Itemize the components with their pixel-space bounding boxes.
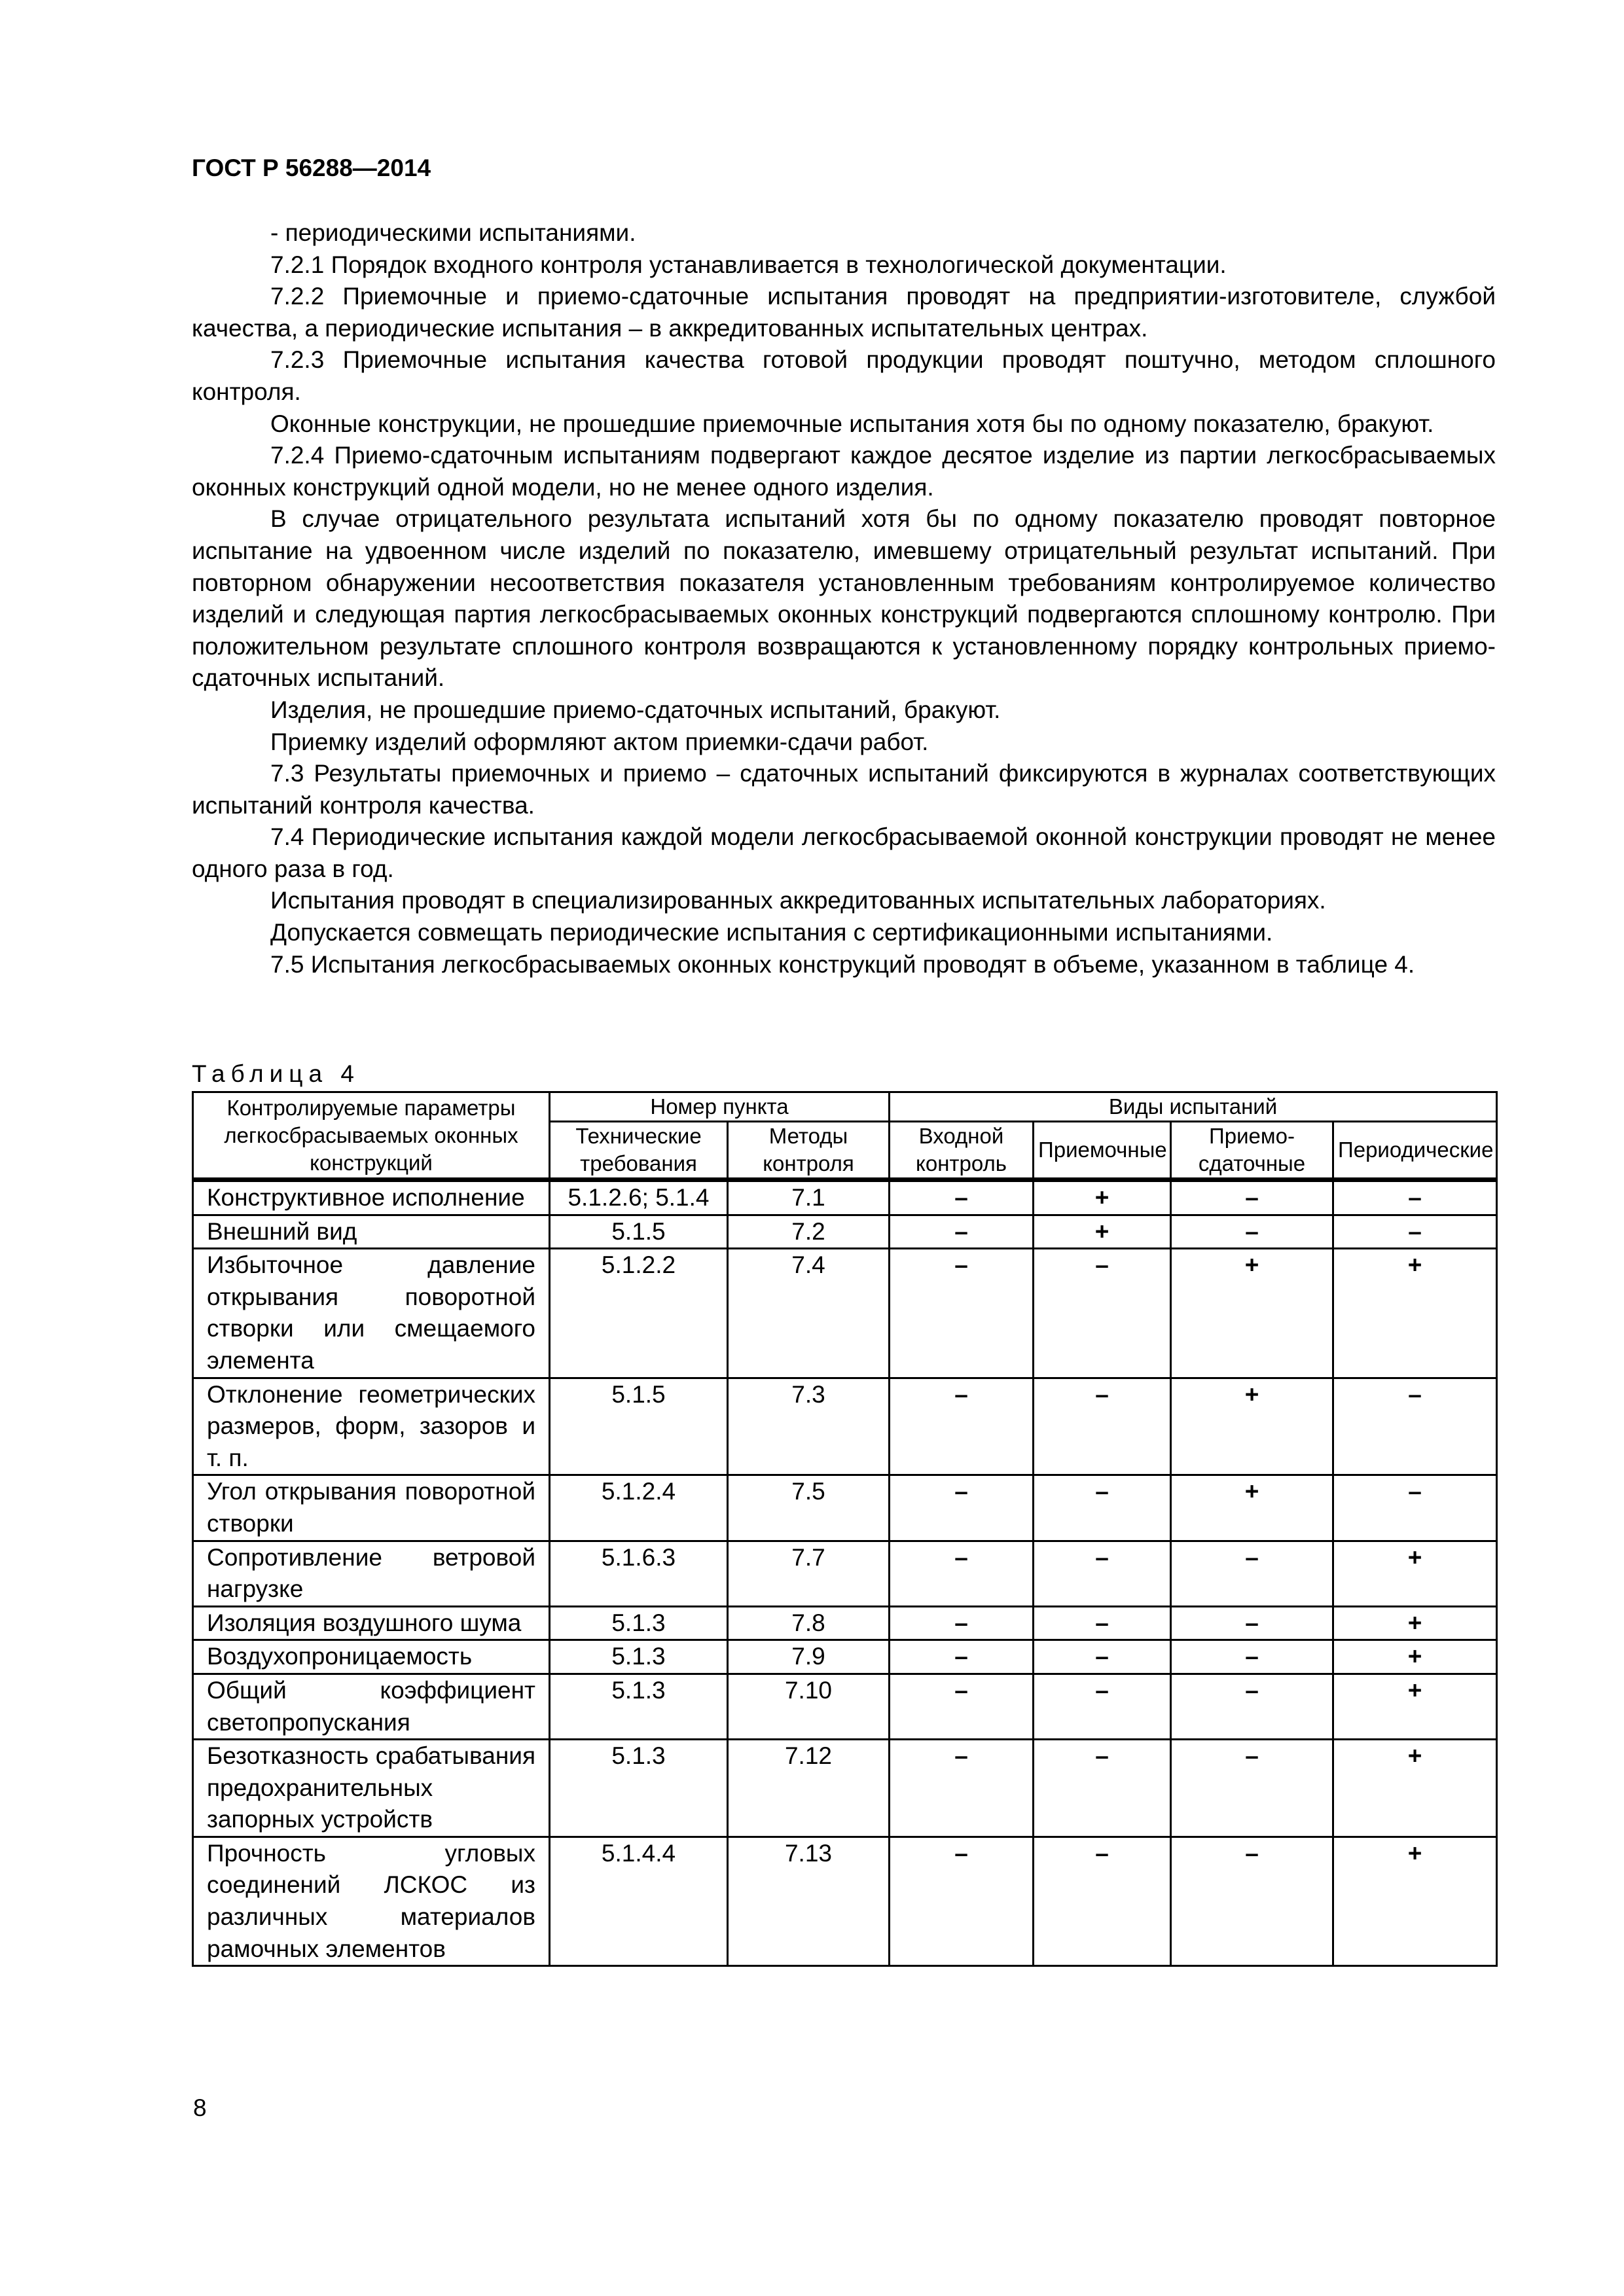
cell-acceptance: – [1034, 1541, 1171, 1606]
cell-incoming: – [890, 1640, 1034, 1674]
cell-param: Общий коэффициент светопропускания [193, 1674, 550, 1739]
cell-periodic: + [1333, 1740, 1497, 1837]
cell-periodic: – [1333, 1378, 1497, 1475]
header-delivery: Приемо-сдаточные [1171, 1122, 1333, 1180]
cell-req: 5.1.3 [550, 1740, 728, 1837]
paragraph: 7.2.1 Порядок входного контроля устанавливается в технологической документации. [270, 251, 1227, 278]
cell-periodic: + [1333, 1674, 1497, 1739]
paragraph: Приемку изделий оформляют актом приемки-сдачи работ. [270, 728, 929, 755]
cell-acceptance: + [1034, 1180, 1171, 1215]
cell-periodic: – [1333, 1215, 1497, 1249]
cell-method: 7.3 [728, 1378, 890, 1475]
cell-incoming: – [890, 1740, 1034, 1837]
cell-periodic: + [1333, 1541, 1497, 1606]
cell-param: Избыточное давление открывания поворотной створки или смещаемого элемента [193, 1249, 550, 1378]
cell-method: 7.7 [728, 1541, 890, 1606]
cell-acceptance: – [1034, 1378, 1171, 1475]
table-row [193, 1740, 1497, 1837]
cell-param: Конструктивное исполнение [193, 1180, 550, 1215]
table-caption: Таблица 4 [192, 1060, 360, 1087]
table-row [193, 1475, 1497, 1541]
cell-req: 5.1.5 [550, 1215, 728, 1249]
paragraph: 7.2.4 Приемо-сдаточным испытаниям подвергают каждое десятое изделие из партии легкосбрасываемых оконных конструкций одной модели, но не менее одного изделия. [192, 442, 1496, 501]
paragraph: 7.2.3 Приемочные испытания качества готовой продукции проводят поштучно, методом сплошного контроля. [192, 346, 1496, 405]
cell-incoming: – [890, 1837, 1034, 1965]
cell-delivery: + [1171, 1475, 1333, 1541]
cell-req: 5.1.6.3 [550, 1541, 728, 1606]
header-methods: Методы контроля [728, 1122, 890, 1180]
cell-incoming: – [890, 1215, 1034, 1249]
cell-incoming: – [890, 1378, 1034, 1475]
cell-req: 5.1.4.4 [550, 1837, 728, 1965]
table-row [193, 1837, 1497, 1965]
cell-delivery: – [1171, 1640, 1333, 1674]
cell-periodic: + [1333, 1249, 1497, 1378]
paragraph: 7.5 Испытания легкосбрасываемых оконных конструкций проводят в объеме, указанном в таблице 4. [270, 950, 1415, 978]
cell-acceptance: – [1034, 1475, 1171, 1541]
cell-method: 7.5 [728, 1475, 890, 1541]
table-row [193, 1606, 1497, 1640]
cell-acceptance: – [1034, 1837, 1171, 1965]
cell-req: 5.1.5 [550, 1378, 728, 1475]
cell-method: 7.10 [728, 1674, 890, 1739]
cell-delivery: – [1171, 1837, 1333, 1965]
cell-acceptance: – [1034, 1640, 1171, 1674]
cell-delivery: – [1171, 1740, 1333, 1837]
cell-method: 7.12 [728, 1740, 890, 1837]
cell-param: Сопротивление ветровой нагрузке [193, 1541, 550, 1606]
cell-incoming: – [890, 1180, 1034, 1215]
cell-param: Угол открывания поворотной створки [193, 1475, 550, 1541]
cell-method: 7.9 [728, 1640, 890, 1674]
cell-periodic: – [1333, 1475, 1497, 1541]
header-incoming: Входной контроль [890, 1122, 1034, 1180]
cell-incoming: – [890, 1475, 1034, 1541]
cell-delivery: – [1171, 1180, 1333, 1215]
cell-delivery: – [1171, 1606, 1333, 1640]
cell-param: Безотказность срабатывания предохранительных запорных устройств [193, 1740, 550, 1837]
cell-req: 5.1.3 [550, 1640, 728, 1674]
header-periodic: Периодические [1333, 1122, 1497, 1180]
document-header: ГОСТ Р 56288—2014 [192, 154, 431, 181]
cell-acceptance: – [1034, 1740, 1171, 1837]
cell-periodic: + [1333, 1640, 1497, 1674]
cell-method: 7.1 [728, 1180, 890, 1215]
cell-periodic: – [1333, 1180, 1497, 1215]
cell-req: 5.1.2.4 [550, 1475, 728, 1541]
header-tech-req: Технические требования [550, 1122, 728, 1180]
cell-method: 7.4 [728, 1249, 890, 1378]
header-point-group: Номер пункта [550, 1092, 890, 1122]
cell-param: Прочность угловых соединений ЛСКОС из различных материалов рамочных элементов [193, 1837, 550, 1965]
cell-req: 5.1.3 [550, 1606, 728, 1640]
cell-param: Внешний вид [193, 1215, 550, 1249]
cell-param: Изоляция воздушного шума [193, 1606, 550, 1640]
table-row [193, 1249, 1497, 1378]
header-acceptance: Приемочные [1034, 1122, 1171, 1180]
cell-delivery: + [1171, 1378, 1333, 1475]
table-row [193, 1180, 1497, 1215]
paragraph: Допускается совмещать периодические испытания с сертификационными испытаниями. [270, 919, 1273, 946]
paragraph: 7.4 Периодические испытания каждой модели легкосбрасываемой оконной конструкции проводят не менее одного раза в год. [192, 823, 1496, 882]
cell-periodic: + [1333, 1606, 1497, 1640]
cell-incoming: – [890, 1541, 1034, 1606]
cell-acceptance: + [1034, 1215, 1171, 1249]
table-row [193, 1674, 1497, 1739]
header-param: Контролируемые параметры легкосбрасываемых оконных конструкций [193, 1092, 550, 1180]
cell-method: 7.8 [728, 1606, 890, 1640]
cell-req: 5.1.3 [550, 1674, 728, 1739]
table-row [193, 1640, 1497, 1674]
cell-incoming: – [890, 1606, 1034, 1640]
cell-delivery: – [1171, 1541, 1333, 1606]
paragraph: В случае отрицательного результата испытаний хотя бы по одному показателю проводят повторное испытание на удвоенном числе изделий по показателю, имевшему отрицательный результат испытаний. При повторном обнаружении несоответствия показателя установленным требованиям контролируемое количество изделий и следующая партия легкосбрасываемых оконных конструкций подвергаются сплошному контролю. При положительном результате сплошного контроля возвращаются к установленному порядку контрольных приемо-сдаточных испытаний. [192, 505, 1496, 692]
cell-method: 7.2 [728, 1215, 890, 1249]
paragraph: Оконные конструкции, не прошедшие приемочные испытания хотя бы по одному показателю, бракуют. [270, 410, 1434, 437]
header-tests-group: Виды испытаний [890, 1092, 1497, 1122]
cell-method: 7.13 [728, 1837, 890, 1965]
paragraph: 7.2.2 Приемочные и приемо-сдаточные испытания проводят на предприятии-изготовителе, службой качества, а периодические испытания – в аккредитованных испытательных центрах. [192, 283, 1496, 342]
table-row [193, 1215, 1497, 1249]
cell-acceptance: – [1034, 1249, 1171, 1378]
paragraph: Испытания проводят в специализированных аккредитованных испытательных лабораториях. [270, 887, 1326, 914]
cell-periodic: + [1333, 1837, 1497, 1965]
cell-incoming: – [890, 1249, 1034, 1378]
page-number: 8 [193, 2094, 207, 2121]
table-row [193, 1541, 1497, 1606]
cell-acceptance: – [1034, 1606, 1171, 1640]
paragraph: Изделия, не прошедшие приемо-сдаточных испытаний, бракуют. [270, 696, 1001, 723]
cell-delivery: – [1171, 1215, 1333, 1249]
cell-incoming: – [890, 1674, 1034, 1739]
cell-req: 5.1.2.6; 5.1.4 [550, 1180, 728, 1215]
cell-param: Воздухопроницаемость [193, 1640, 550, 1674]
cell-req: 5.1.2.2 [550, 1249, 728, 1378]
paragraph: - периодическими испытаниями. [270, 219, 636, 246]
tests-table [192, 1091, 1498, 1967]
cell-param: Отклонение геометрических размеров, форм, зазоров и т. п. [193, 1378, 550, 1475]
cell-delivery: + [1171, 1249, 1333, 1378]
cell-acceptance: – [1034, 1674, 1171, 1739]
cell-delivery: – [1171, 1674, 1333, 1739]
body-text [192, 217, 1496, 980]
paragraph: 7.3 Результаты приемочных и приемо – сдаточных испытаний фиксируются в журналах соответствующих испытаний контроля качества. [192, 760, 1496, 819]
table-row [193, 1378, 1497, 1475]
